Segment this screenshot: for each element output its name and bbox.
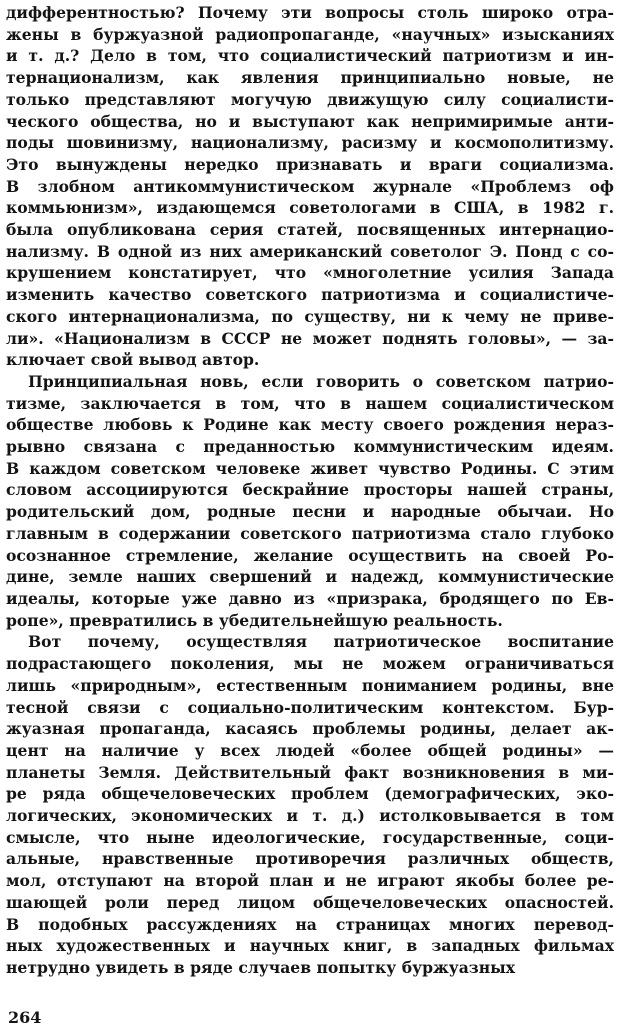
text-line: тесной связи с социально-политическим контекстом. Бур-	[6, 697, 614, 717]
text-line: дифферентностью? Почему эти вопросы столь широко отра-	[6, 3, 614, 22]
text-line: жены в буржуазной радиопропаганде, «научных» изысканиях	[6, 24, 614, 44]
text-line: Вот почему, осуществляя патриотическое воспитание	[28, 632, 614, 652]
text-line: идеалы, которые уже давно из «призрака, бродящего по Ев-	[6, 588, 614, 608]
text-line: тернационализм, как явления принципиально новые, не	[6, 68, 614, 88]
text-line: В подобных рассуждениях на страницах многих перевод-	[6, 914, 614, 934]
text-line: дине, земле наших свершений и надежд, коммунистические	[6, 567, 614, 587]
text-line: В каждом советском человеке живет чувство Родины. С этим	[6, 458, 614, 478]
text-line: шающей роли перед лицом общечеловеческих опасностей.	[6, 892, 614, 912]
text-line: цент на наличие у всех людей «более общей родины» —	[6, 740, 614, 760]
text-line: тизме, заключается в том, что в нашем социалистическом	[6, 393, 614, 413]
text-line: ных художественных и научных книг, в западных фильмах	[6, 936, 614, 956]
text-line: Принципиальная новь, если говорить о советском патрио-	[28, 371, 614, 391]
text-line: нализму. В одной из них американский советолог Э. Понд с со-	[6, 241, 614, 261]
text-body	[6, 2, 614, 979]
paragraph	[6, 631, 614, 978]
text-line: альные, нравственные противоречия различных обществ,	[6, 849, 614, 869]
text-line: подрастающего поколения, мы не можем ограничиваться	[6, 654, 614, 674]
text-line: коммьюнизм», издающемся советологами в США, в 1982 г.	[6, 198, 614, 218]
text-line: словом ассоциируются бескрайние просторы нашей страны,	[6, 480, 614, 500]
text-line: родительский дом, родные песни и народные обычаи. Но	[6, 502, 614, 522]
text-line: Это вынуждены нередко признавать и враги социализма.	[6, 154, 614, 174]
paragraph	[6, 371, 614, 631]
text-line: и т. д.? Дело в том, что социалистический патриотизм и ин-	[6, 46, 614, 66]
text-line: ческого общества, но и выступают как непримиримые анти-	[6, 111, 614, 131]
text-line: мол, отступают на второй план и не играют якобы более ре-	[6, 871, 614, 891]
text-line: ского интернационализма, по существу, ни к чему не приве-	[6, 306, 614, 326]
text-line: лишь «природным», естественным пониманием родины, вне	[6, 675, 614, 695]
text-line: ре ряда общечеловеческих проблем (демографических, эко-	[6, 784, 614, 804]
text-line: нетрудно увидеть в ряде случаев попытку буржуазных	[6, 957, 516, 977]
text-line: планеты Земля. Действительный факт возникновения в ми-	[6, 762, 614, 782]
text-line: осознанное стремление, желание осуществить на своей Ро-	[6, 545, 614, 565]
text-line: была опубликована серия статей, посвященных интернацио-	[6, 220, 614, 240]
text-line: крушением констатирует, что «многолетние усилия Запада	[6, 263, 614, 283]
text-line: рывно связана с преданностью коммунистическим идеям.	[6, 437, 614, 457]
text-line: изменить качество советского патриотизма и социалистиче-	[6, 285, 614, 305]
text-line: логических, экономических и т. д.) истолковывается в том	[6, 806, 614, 826]
page-number: 264	[8, 1008, 42, 1027]
text-line: смысле, что ныне идеологические, государственные, соци-	[6, 827, 614, 847]
text-line: жуазная пропаганда, касаясь проблемы родины, делает ак-	[6, 719, 614, 739]
book-page	[6, 2, 614, 1032]
text-line: главным в содержании советского патриотизма стало глубоко	[6, 523, 614, 543]
text-line: ключает свой вывод автор.	[6, 350, 260, 370]
text-line: поды шовинизму, национализму, расизму и космополитизму.	[6, 133, 614, 153]
text-line: ропе», превратились в убедительнейшую реальность.	[6, 610, 503, 630]
text-line: только представляют могучую движущую силу социалисти-	[6, 89, 614, 109]
text-line: ли». «Национализм в СССР не может поднять головы», — за-	[6, 328, 614, 348]
text-line: В злобном антикоммунистическом журнале «Проблемз оф	[6, 176, 614, 196]
text-line: обществе любовь к Родине как месту своего рождения нераз-	[6, 415, 614, 435]
paragraph	[6, 2, 614, 371]
